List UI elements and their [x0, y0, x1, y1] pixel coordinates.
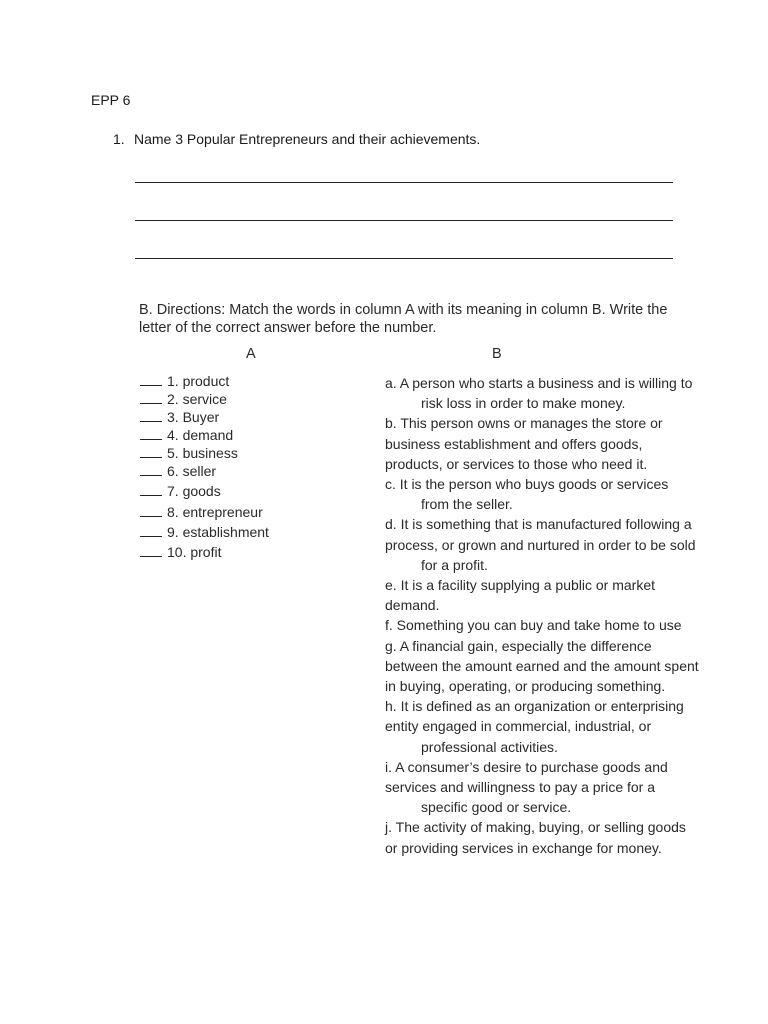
column-a-item: [140, 544, 221, 560]
column-b-line: or providing services in exchange for money.: [385, 839, 662, 856]
column-b-line: process, or grown and nurtured in order to be sold: [385, 536, 696, 553]
column-b-line: h. It is defined as an organization or enterprising: [385, 698, 684, 715]
answer-blank[interactable]: [140, 525, 162, 537]
answer-blank[interactable]: [140, 446, 162, 458]
column-a-item: [140, 463, 216, 479]
column-b-line: d. It is something that is manufactured following a: [385, 516, 692, 533]
column-b-line: in buying, operating, or producing something.: [385, 678, 666, 695]
column-a-term: 5. business: [167, 445, 238, 461]
page-title: EPP 6: [91, 92, 131, 108]
column-b-header: B: [492, 346, 502, 362]
column-b-line: e. It is a facility supplying a public or market: [385, 577, 656, 594]
column-a-item: [140, 524, 269, 540]
column-b-line: a. A person who starts a business and is willing to: [385, 375, 693, 391]
column-b-line: products, or services to those who need it.: [385, 455, 648, 472]
column-b-line: j. The activity of making, buying, or selling goods: [385, 819, 686, 836]
column-a-term: 4. demand: [167, 427, 234, 443]
column-b-line: specific good or service.: [421, 799, 572, 816]
column-a-term: 7. goods: [167, 483, 221, 499]
column-b-line: b. This person owns or manages the store or: [385, 415, 663, 432]
answer-blank[interactable]: [140, 374, 162, 386]
column-b-list: [385, 373, 725, 858]
column-a-header: A: [246, 346, 256, 362]
column-a-item: [140, 483, 221, 499]
column-a-item: [140, 504, 263, 520]
column-a-term: 2. service: [167, 391, 227, 407]
question-1-text: Name 3 Popular Entrepreneurs and their achievements.: [134, 131, 481, 147]
column-a-item: [140, 409, 219, 425]
column-b-line: c. It is the person who buys goods or services: [385, 476, 669, 493]
answer-blank[interactable]: [140, 410, 162, 422]
column-b-line: professional activities.: [421, 738, 558, 755]
answer-blank[interactable]: [140, 545, 162, 557]
column-b-line: i. A consumer’s desire to purchase goods and: [385, 758, 668, 775]
directions-line-1: B. Directions: Match the words in column A with its meaning in column B. Write the: [139, 302, 668, 318]
answer-line-3[interactable]: [135, 258, 673, 259]
column-a-term: 3. Buyer: [167, 409, 220, 425]
column-b-line: from the seller.: [421, 496, 513, 513]
column-a-term: 9. establishment: [167, 524, 269, 540]
column-a-item: [140, 427, 233, 443]
question-1-number: 1.: [113, 131, 125, 147]
column-b-line: entity engaged in commercial, industrial, or: [385, 718, 652, 735]
answer-blank[interactable]: [140, 484, 162, 496]
answer-blank[interactable]: [140, 428, 162, 440]
column-a-item: [140, 373, 229, 389]
directions: [139, 301, 709, 337]
column-b-line: demand.: [385, 597, 440, 614]
column-b-line: between the amount earned and the amount spent: [385, 657, 699, 674]
answer-line-2[interactable]: [135, 220, 673, 221]
answer-blank[interactable]: [140, 505, 162, 517]
column-b-line: g. A financial gain, especially the difference: [385, 637, 652, 654]
column-b-line: services and willingness to pay a price for a: [385, 779, 656, 796]
directions-line-2: letter of the correct answer before the number.: [139, 320, 437, 336]
column-a-term: 8. entrepreneur: [167, 504, 263, 520]
column-b-line: business establishment and offers goods,: [385, 435, 643, 452]
question-1: [113, 131, 480, 147]
column-a-item: [140, 391, 227, 407]
column-b-line: risk loss in order to make money.: [421, 395, 626, 412]
answer-line-1[interactable]: [135, 182, 673, 183]
column-a-term: 1. product: [167, 373, 230, 389]
column-a-item: [140, 445, 238, 461]
column-b-line: for a profit.: [421, 556, 488, 573]
column-b-line: f. Something you can buy and take home to use: [385, 617, 682, 634]
answer-blank[interactable]: [140, 464, 162, 476]
answer-blank[interactable]: [140, 392, 162, 404]
column-a-term: 10. profit: [167, 544, 222, 560]
column-a-term: 6. seller: [167, 463, 217, 479]
